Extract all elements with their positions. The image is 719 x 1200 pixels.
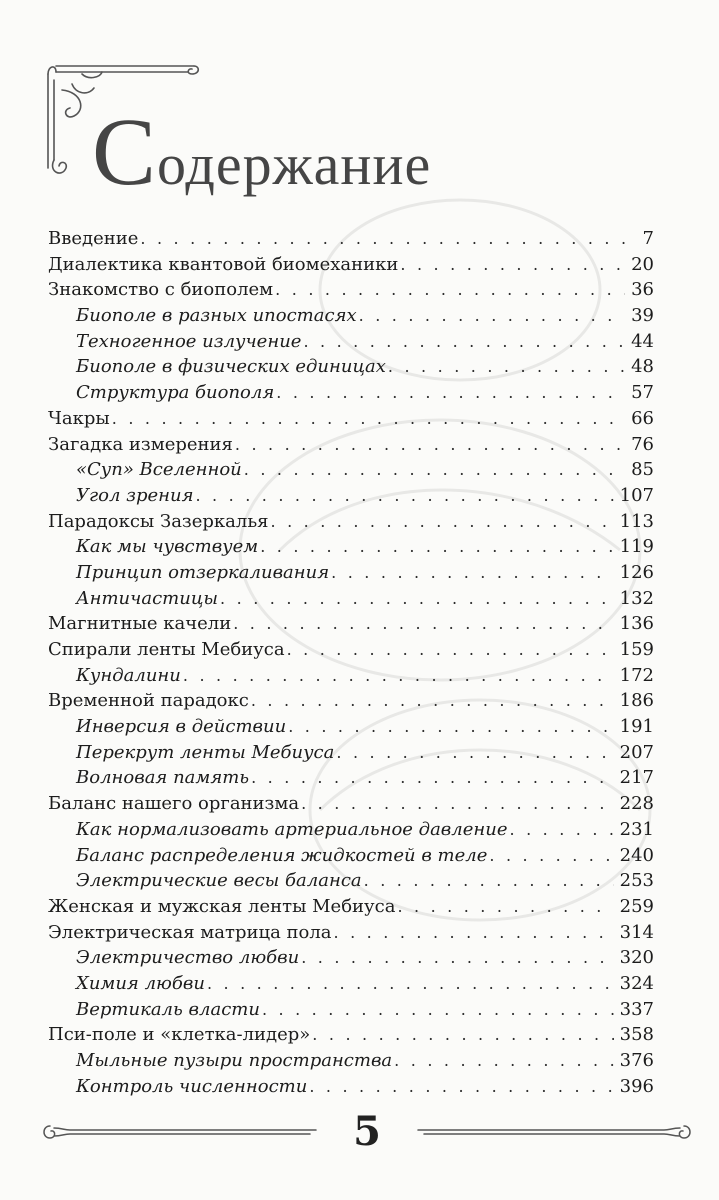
dot-leader (207, 971, 614, 997)
dot-leader (220, 586, 614, 612)
toc-subentry-title: Баланс распределения жидкостей в теле (76, 844, 488, 866)
toc-subentry-title: Угол зрения (76, 484, 194, 506)
dot-leader (489, 843, 613, 869)
toc-subentry-page: 253 (619, 870, 654, 892)
dot-leader (334, 920, 614, 946)
toc-entry-title: Диалектика квантовой биомеханики (48, 253, 399, 275)
toc-entry-title: Введение (48, 228, 139, 249)
dot-leader (331, 560, 613, 586)
toc-entry-title: Чакры (48, 407, 110, 429)
toc-entry-page: 76 (631, 433, 654, 455)
toc-entry-page: 314 (619, 921, 654, 943)
toc-entry[interactable] (48, 406, 654, 432)
dot-leader (233, 611, 613, 637)
toc-entry-title: Знакомство с биополем (48, 279, 274, 301)
toc-subentry[interactable] (48, 663, 654, 689)
toc-subentry-title: Структура биополя (76, 382, 275, 404)
toc-subentry-title: Как мы чувствуем (76, 536, 259, 558)
dot-leader (400, 252, 625, 278)
dot-leader (195, 483, 613, 509)
page-title (92, 98, 432, 205)
toc-subentry-page: 240 (619, 844, 654, 866)
toc-subentry-page: 376 (619, 1050, 654, 1071)
toc-subentry[interactable] (48, 534, 654, 560)
toc-subentry[interactable] (48, 354, 654, 380)
toc-entry-page: 7 (642, 228, 654, 249)
dot-leader (309, 1074, 613, 1100)
toc-subentry[interactable] (48, 843, 654, 869)
toc-subentry-page: 48 (631, 356, 654, 378)
toc-entry-page: 66 (631, 407, 654, 429)
toc-subentry[interactable] (48, 714, 654, 740)
dot-leader (301, 945, 613, 971)
dot-leader (244, 457, 625, 483)
dot-leader (397, 894, 613, 920)
toc-entry[interactable] (48, 432, 654, 458)
dot-leader (287, 637, 614, 663)
toc-subentry-page: 39 (631, 305, 654, 327)
page-number: 5 (353, 1108, 381, 1155)
dot-leader (275, 277, 625, 303)
toc-subentry-title: Вертикаль власти (76, 998, 260, 1020)
toc-entry[interactable] (48, 277, 654, 303)
toc-subentry-page: 320 (619, 947, 654, 969)
toc-subentry-title: Античастицы (76, 587, 219, 609)
toc-entry[interactable] (48, 894, 654, 920)
toc-subentry-title: Волновая память (76, 767, 250, 789)
dot-leader (262, 997, 614, 1023)
toc-entry-page: 136 (619, 613, 654, 635)
toc-entry-title: Баланс нашего организма (48, 793, 300, 815)
toc-subentry[interactable] (48, 945, 654, 971)
toc-subentry-page: 324 (619, 972, 654, 994)
dot-leader (112, 406, 625, 432)
toc-entry-page: 36 (631, 279, 654, 301)
toc-subentry-title: Принцип отзеркаливания (76, 561, 330, 583)
toc-entry[interactable] (48, 791, 654, 817)
toc-subentry-title: Биополе в физических единицах (76, 356, 386, 378)
dot-leader (301, 791, 614, 817)
footer-ornament-right (416, 1112, 694, 1152)
toc-subentry-page: 207 (619, 741, 654, 763)
toc-subentry[interactable] (48, 483, 654, 509)
toc-entry[interactable] (48, 688, 654, 714)
toc-entry-page: 113 (619, 510, 654, 532)
toc-entry-title: Женская и мужская ленты Мебиуса (48, 895, 396, 917)
title-initial: С (92, 98, 158, 205)
toc-subentry-title: Инверсия в действии (76, 716, 287, 738)
toc-entry-title: Загадка измерения (48, 433, 233, 455)
toc-subentry-page: 57 (631, 382, 654, 404)
toc-subentry-page: 217 (619, 767, 654, 789)
dot-leader (271, 509, 614, 535)
dot-leader (359, 303, 625, 329)
footer-ornament-left (40, 1112, 318, 1152)
toc-subentry[interactable] (48, 303, 654, 329)
toc-subentry-page: 119 (619, 536, 654, 558)
title-rest: одержание (157, 132, 432, 197)
dot-leader (303, 329, 625, 355)
toc-subentry-title: Мыльные пузыри пространства (76, 1050, 393, 1071)
toc-entry-page: 186 (619, 690, 654, 712)
toc-entry[interactable] (48, 509, 654, 535)
toc-subentry[interactable] (48, 971, 654, 997)
dot-leader (251, 688, 614, 714)
toc-entry-page: 358 (619, 1024, 654, 1046)
toc-entry-page: 259 (619, 895, 654, 917)
dot-leader (388, 354, 625, 380)
toc-entry-title: Электрическая матрица пола (48, 921, 332, 943)
toc-subentry-title: «Суп» Вселенной (76, 459, 242, 481)
toc-subentry-title: Техногенное излучение (76, 330, 302, 352)
dot-leader (260, 534, 613, 560)
dot-leader (312, 1022, 613, 1048)
toc-subentry[interactable] (48, 1074, 654, 1100)
toc-subentry-page: 191 (619, 716, 654, 738)
toc-subentry-page: 172 (619, 664, 654, 686)
toc-subentry[interactable] (48, 817, 654, 843)
toc-subentry[interactable] (48, 560, 654, 586)
toc-subentry-page: 85 (631, 459, 654, 481)
dot-leader (276, 380, 625, 406)
toc-entry[interactable] (48, 252, 654, 278)
table-of-contents (48, 226, 654, 1099)
toc-entry-title: Пси-поле и «клетка-лидер» (48, 1024, 311, 1046)
toc-subentry-page: 337 (619, 998, 654, 1020)
toc-entry[interactable] (48, 226, 654, 252)
toc-entry-title: Временной парадокс (48, 690, 249, 712)
toc-subentry-title: Перекрут ленты Мебиуса (76, 741, 335, 763)
toc-subentry-page: 44 (631, 330, 654, 352)
toc-subentry[interactable] (48, 329, 654, 355)
toc-subentry-title: Химия любви (76, 972, 205, 994)
toc-entry-title: Парадоксы Зазеркалья (48, 510, 269, 532)
toc-entry-title: Спирали ленты Мебиуса (48, 639, 285, 660)
toc-subentry[interactable] (48, 765, 654, 791)
toc-entry-page: 20 (631, 253, 654, 275)
toc-subentry[interactable] (48, 740, 654, 766)
toc-subentry[interactable] (48, 380, 654, 406)
toc-entry[interactable] (48, 1022, 654, 1048)
toc-subentry[interactable] (48, 457, 654, 483)
toc-subentry[interactable] (48, 997, 654, 1023)
toc-subentry-page: 231 (619, 818, 654, 840)
toc-subentry[interactable] (48, 586, 654, 612)
toc-subentry-page: 396 (619, 1075, 654, 1097)
toc-subentry-title: Электричество любви (76, 947, 300, 969)
toc-entry[interactable] (48, 920, 654, 946)
toc-subentry-title: Биополе в разных ипостасях (76, 305, 357, 327)
dot-leader (336, 740, 613, 766)
dot-leader (510, 817, 614, 843)
dot-leader (183, 663, 614, 689)
dot-leader (364, 868, 614, 894)
toc-subentry[interactable] (48, 868, 654, 894)
toc-entry-title: Магнитные качели (48, 613, 232, 635)
toc-subentry[interactable] (48, 1048, 654, 1074)
toc-subentry-title: Контроль численности (76, 1075, 308, 1097)
toc-subentry-title: Как нормализовать артериальное давление (76, 818, 508, 840)
toc-entry[interactable] (48, 611, 654, 637)
dot-leader (394, 1048, 613, 1074)
toc-subentry-page: 126 (619, 561, 654, 583)
toc-subentry-page: 132 (619, 587, 654, 609)
dot-leader (288, 714, 613, 740)
toc-entry-page: 228 (619, 793, 654, 815)
toc-subentry-page: 107 (619, 484, 654, 506)
dot-leader (140, 226, 636, 252)
dot-leader (235, 432, 625, 458)
toc-entry-page: 159 (619, 639, 654, 660)
dot-leader (251, 765, 614, 791)
toc-entry[interactable] (48, 637, 654, 663)
toc-subentry-title: Кундалини (76, 664, 181, 686)
toc-subentry-title: Электрические весы баланса (76, 870, 362, 892)
